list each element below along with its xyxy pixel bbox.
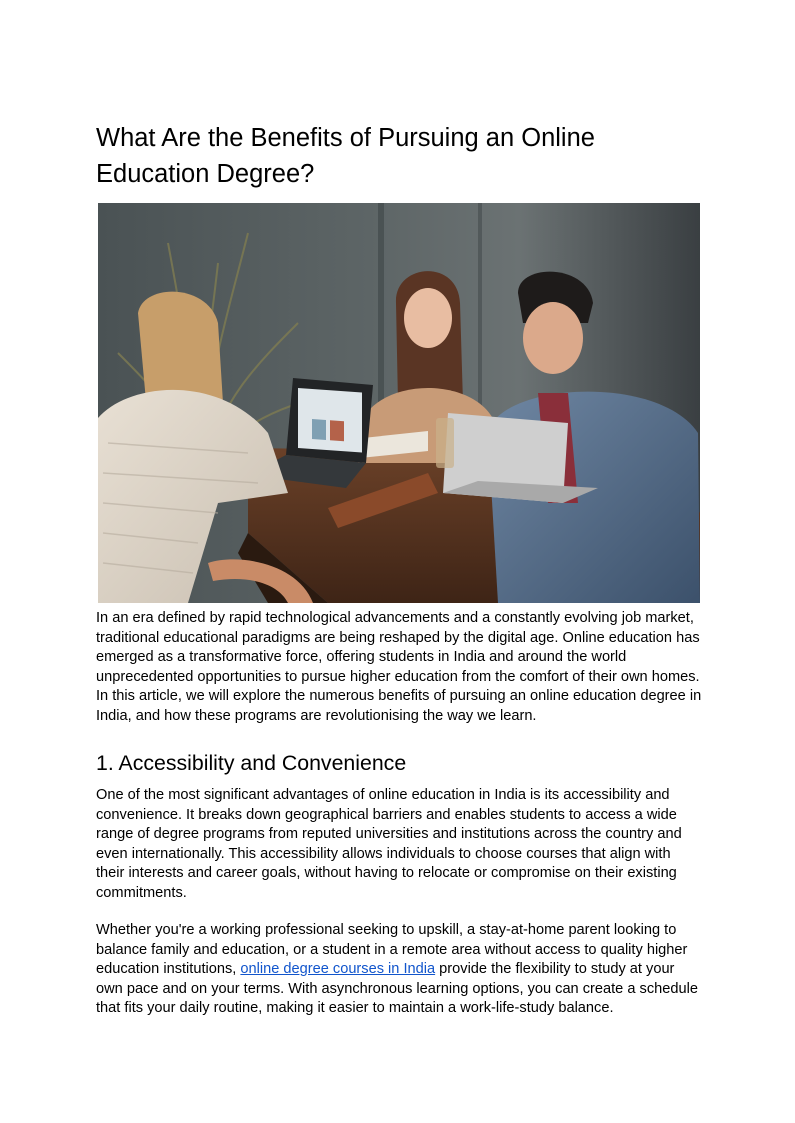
intro-paragraph: In an era defined by rapid technological advancements and a constantly evolving job market, traditional educational paradigms are being reshaped by the digital age. Online education has emerged as a transformative force, offering students in India and around the world unprecedented opportunities to pursue higher education from the comfort of their own homes. In this article, we will explore the numerous benefits of pursuing an online education degree in India, and how these programs are revolutionising the way we learn.: [96, 610, 702, 724]
hero-image: [98, 203, 700, 603]
section-paragraph-2: [96, 921, 700, 1019]
section-heading: 1. Accessibility and Convenience: [96, 751, 407, 775]
page-title: What Are the Benefits of Pursuing an Online Education Degree?: [96, 124, 595, 188]
paragraph-text: Whether you're a working professional seeking to upskill, a stay-at-home parent looking to balance family and education, or a student in a remote area without access to quality higher education institutions,: [96, 922, 688, 978]
online-degree-courses-link[interactable]: online degree courses in India: [240, 961, 436, 978]
section-paragraph-1: One of the most significant advantages of online education in India is its accessibility and convenience. It breaks down geographical barriers and enables students to access a wide range of degree programs from reputed universities and institutions across the country and even internationally. This accessibility allows individuals to choose courses that align with their interests and career goals, without having to relocate or compromise on their existing commitments.: [96, 787, 682, 901]
paragraph-text: provide the flexibility to study at your own pace and on your terms. With asynchronous learning options, you can create a schedule that fits your daily routine, making it easier to maintain a work-life-study balance.: [96, 961, 698, 1017]
